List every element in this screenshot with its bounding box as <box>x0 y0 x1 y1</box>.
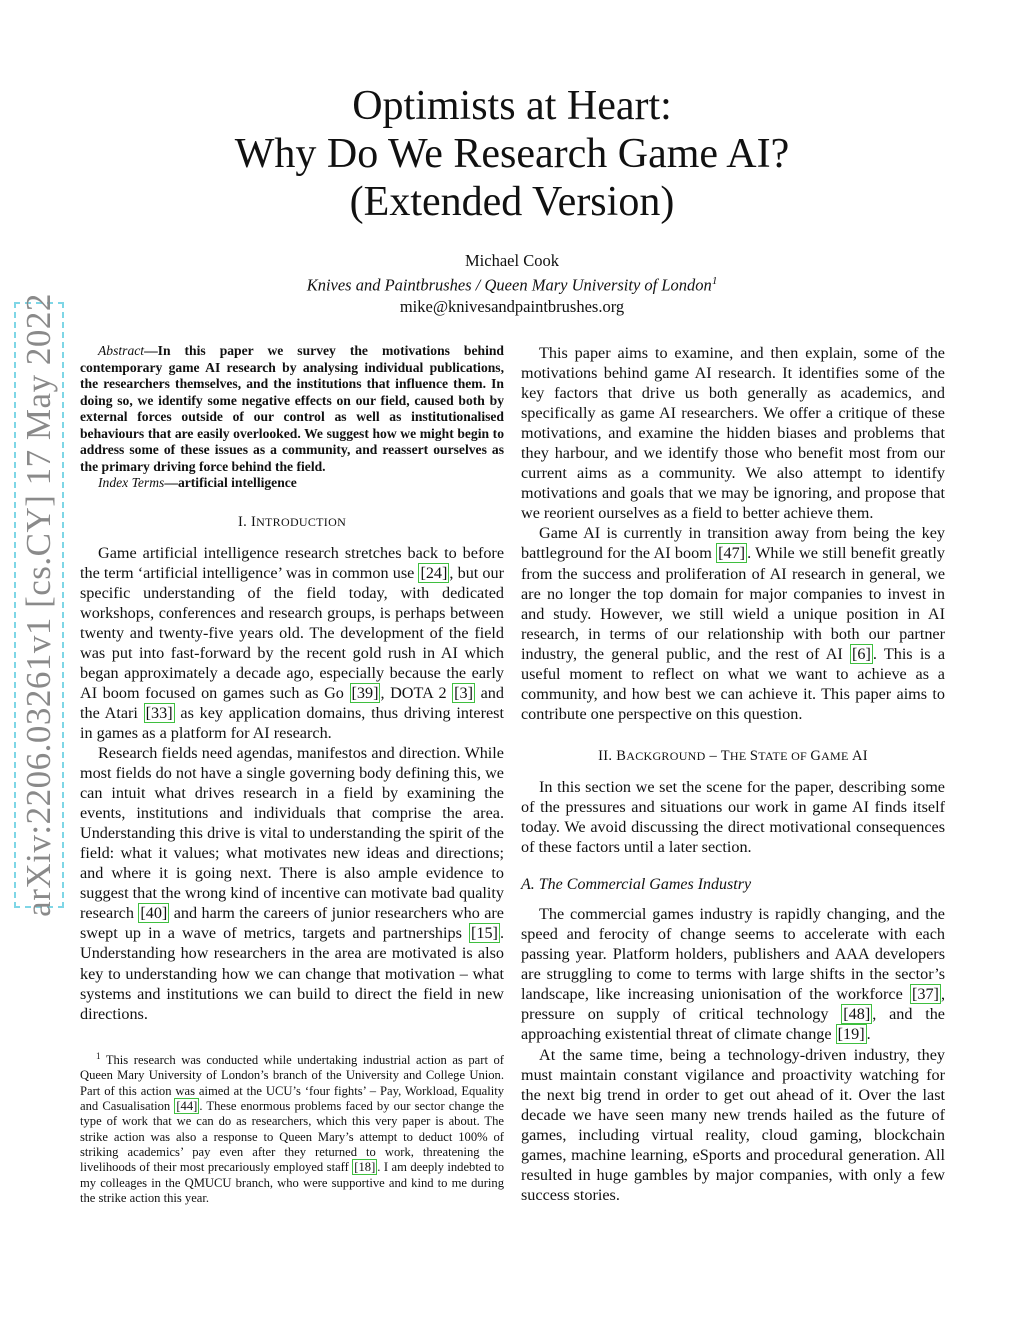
commercial-paragraph-1: The commercial games industry is rapidly changing, and the speed and ferocity of change seems to accelerate with each passing year. Platform holders, publishers and AAA developers are struggling to come to terms with large shifts in the sector’s landscape, like increasing unionisation of the workforce [37] , pressure on supply of critical technology [48] , and the approaching existential threat of climate change [19] . <box>521 905 945 1044</box>
citation-link[interactable]: [44] <box>176 1099 198 1114</box>
right-column <box>521 343 945 1205</box>
paper-title <box>0 82 1024 226</box>
left-column <box>80 343 504 1024</box>
intro-paragraph-3: This paper aims to examine, and then explain, some of the motivations behind game AI research. It identifies some of the key factors that drive us both generally as academics, and specifically as game AI researchers. We offer a critique of these motivations, and examine the hidden biases and problems that they harbour, and we identify those who benefit most from our current aims as a community. We also attempt to identify motivations and goals that we may be ignoring, and propose that we reorient ourselves as a field to better achieve them. <box>521 344 945 523</box>
index-terms-label: Index Terms <box>98 475 165 490</box>
citation-link[interactable]: [40] <box>140 904 168 923</box>
arxiv-stamp-text: arXiv:2206.03261v1 [cs.CY] 17 May 2022 <box>19 293 58 917</box>
intro-paragraph-4: Game AI is currently in transition away from being the key battleground for the AI boom [47] . While we still benefit greatly from the success and proliferation of AI research in general, we are no longer the top domain for major companies to invest in and study. However, we still wield a unique position in AI research, in terms of our relationship with both our partner industry, the general public, and the rest of AI [6] . This is a useful moment to reflect on what we want to achieve as a community, and how best we can achieve it. This paper aims to contribute one perspective on this question. <box>521 524 946 723</box>
abstract-label: Abstract <box>98 343 145 358</box>
citation-link[interactable]: [37] <box>911 985 939 1004</box>
citation-link[interactable]: [24] <box>420 563 448 582</box>
citation-link[interactable]: [15] <box>470 924 498 943</box>
citation-link[interactable]: [48] <box>843 1005 871 1024</box>
title-line-1: Optimists at Heart: <box>352 83 672 129</box>
title-line-2: Why Do We Research Game AI? <box>234 131 790 177</box>
section-heading-introduction: I. INTRODUCTION <box>237 513 347 530</box>
intro-paragraph-2: Research fields need agendas, manifestos and direction. While most fields do not have a single governing body defining this, we can intuit what drives research in a field by examining the events, institutions and individuals that comprise the area. Understanding this drive is vital to understanding the spirit of the field: what it values; what motivates new ideas and directions; and where it is going next. There is also ample evidence to suggest that the wrong kind of incentive can motivate bad quality research [40] and harm the careers of junior researchers who are swept up in a wave of metrics, targets and partnerships [15] . Understanding how researchers in the area are motivated is also key to understanding how we can change that motivation – what systems and institutions we can build to direct the field in new directions. <box>80 744 504 1023</box>
title-line-3: (Extended Version) <box>349 179 675 225</box>
citation-link[interactable]: [6] <box>852 644 871 663</box>
affiliation-footnote-mark: 1 <box>711 275 718 287</box>
citation-link[interactable]: [47] <box>718 544 746 563</box>
section-heading-background: II. BACKGROUND – THE STATE OF GAME AI <box>598 747 868 764</box>
citation-link[interactable]: [3] <box>454 683 474 702</box>
abstract: Abstract—In this paper we survey the motivations behind contemporary game AI research by analysing individual publications, the researchers themselves, and the institutions that influence them. In doing so, we identify some negative effects on our field, caused both by external forces outside of our control as well as institutionalised behaviours that are easily overlooked. We suggest how we might begin to address some of these issues as a community, and reassert ourselves as the primary driving force behind the field. <box>80 343 504 474</box>
footnote-text: $^1$ This research was conducted while undertaking industrial action as part of Queen Mary University of London’s branch of the University and College Union. Part of this action was aimed at the UCU’s ‘four fights’ – Pay, Workload, Equality and Casualisation [44] . These enormous problems faced by our sector change the type of work that we can do as researchers, which this very paper is about. The strike action was also a response to Queen Mary’s attempt to deduct 100% of striking academics’ pay even after they returned to work, threatening the livelihoods of their most precariously employed staff [18] . I am deeply indebted to my colleages in the QMUCU branch, who were supportive and kind to me during the strike action this year. <box>80 1051 505 1205</box>
subsection-heading-commercial-games: A. The Commercial Games Industry <box>521 876 752 894</box>
arxiv-stamp <box>14 293 64 917</box>
author-block <box>0 250 1024 317</box>
author-affiliation: Knives and Paintbrushes / Queen Mary University of London$^1$ <box>306 275 718 295</box>
citation-link[interactable]: [19] <box>837 1025 865 1044</box>
author-name: Michael Cook <box>465 251 559 270</box>
footnote-mark: 1 <box>96 1051 101 1061</box>
index-terms-text: artificial intelligence <box>177 475 297 490</box>
author-email[interactable]: mike@knivesandpaintbrushes.org <box>399 296 625 316</box>
citation-link[interactable]: [33] <box>145 703 173 722</box>
abstract-text: In this paper we survey the motivations behind contemporary game AI research by analysing individual publications, the researchers themselves, and the institutions that influence them. In doing so, we identify some negative effects on our field, caused both by external forces outside of our control as well as institutionalised behaviours that are easily overlooked. We suggest how we might begin to address some of these issues as a community, and reassert ourselves as the primary driving force behind the field. <box>80 343 504 474</box>
citation-link[interactable]: [18] <box>354 1160 376 1175</box>
commercial-paragraph-2: At the same time, being a technology-driven industry, they must maintain constant vigilance and proactivity watching for the next big trend in order to get out ahead of it. Over the last decade we have seen many new trends hailed as the future of games, including virtual reality, cloud gaming, blockchain games, machine learning, eSports and procedural generation. All resulted in huge gambles by major companies, with only a few success stories. <box>521 1045 945 1204</box>
index-terms: Index Terms—artificial intelligence <box>98 475 297 490</box>
citation-link[interactable]: [39] <box>351 683 379 702</box>
intro-paragraph-1: Game artificial intelligence research stretches back to before the term ‘artificial intelligence’ was in common use [24] , but our specific understanding of the field today, with dedicated workshops, conferences and research groups, is perhaps between twenty and twenty-five years old. The development of the field was put into fast-forward by the recent gold rush in AI which began approximately a decade ago, especially because the early AI boom focused on games such as Go [39] , DOTA 2 [3] and the Atari [33] as key application domains, thus driving interest in games as a platform for AI research. <box>80 543 505 742</box>
background-paragraph-1: In this section we set the scene for the paper, describing some of the pressures and situations our work in game AI finds itself today. We avoid discussing the direct motivational consequences of these factors until a later section. <box>521 777 945 857</box>
footnote <box>80 1049 504 1206</box>
